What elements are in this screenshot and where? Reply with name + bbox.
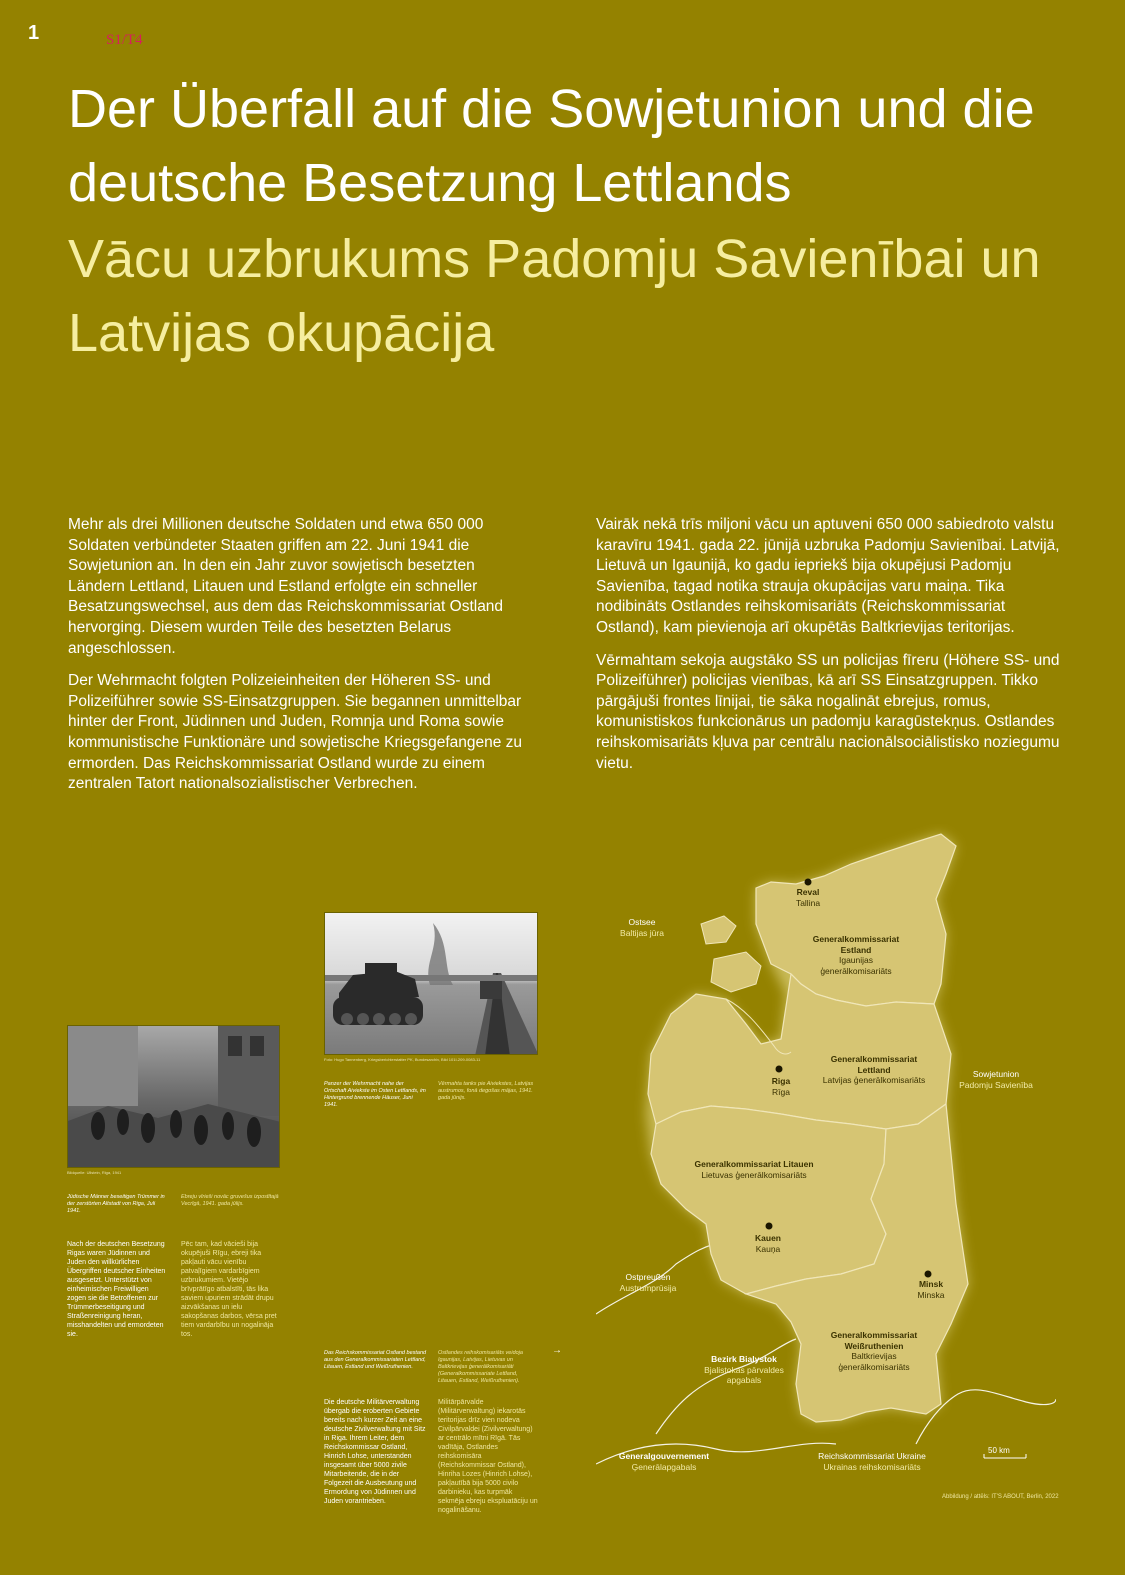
map-label-gk-weissruthenien: Generalkommissariat Weißruthenien Baltkrievijas ģenerālkomisariāts: [830, 1330, 918, 1372]
photo-riga-rubble: [67, 1025, 280, 1168]
map-label-bialystok: Bezirk Bialystok Bjalistokas pārvaldes apgabals: [704, 1354, 784, 1385]
photo-riga-caption-german: Jüdische Männer beseitigen Trümmer in der zerstörten Altstadt von Riga, Juli 1941.: [67, 1194, 165, 1214]
photo-tank-image: [325, 913, 538, 1055]
photo-tank-credit: Foto: Hugo Tannenberg, Kriegsberichterstatter PK, Bundesarchiv, Bild 101I-209-0083-11: [324, 1057, 481, 1062]
intro-latvian-paragraph-2: Vērmahtam sekoja augstāko SS un policijas fīreru (Höhere SS- und Polizeiführer) policijas vienības, kā arī SS Einsatzgruppen. Tikko pārgājuši frontes līnijai, tie sāka nogalināt ebrejus, romus, komunistiskos funkcionārus un padomju karagūstekņus. Ostlandes reihskomisariāts kļuva par centrālu nacionālsociālistisko noziegumu vietu.: [596, 651, 1060, 772]
ostland-caption-latvian: Ostlandes reihskomisariāts veidoja Igaunijas, Latvijas, Lietuvas un Baltkrievijas ģenerālkomisariāti (Generalkommissariate Lettland, Litauen, Estland, Weißruthenien).: [438, 1350, 523, 1384]
title-latvian: Vācu uzbrukums Padomju Savienībai un Latvijas okupācija: [68, 229, 1041, 363]
intro-german-paragraph-1: Mehr als drei Millionen deutsche Soldaten und etwa 650 000 Soldaten verbündeter Staaten griffen am 22. Juni 1941 die Sowjetunion an. In den ein Jahr zuvor sowjetisch besetzten Ländern Lettland, Litauen und Estland erfolgte ein schneller Besatzungswechsel, aus dem das Reichskommissariat Ostland hervorging. Diesem wurden Teile des besetzten Belarus angeschlossen.: [68, 516, 504, 657]
map-scale-label: 50 km: [988, 1446, 1010, 1455]
intro-german-paragraph-2: Der Wehrmacht folgten Polizeieinheiten der Höheren SS- und Polizeiführer sowie SS-Einsatzgruppen. Sie begannen unmittelbar hinter der Front, Jüdinnen und Juden, Romnja und Roma sowie kommunistische Funktionäre und sowjetische Kriegsgefangene zu ermorden. Das Reichskommissariat Ostland wurde zu einem zentralen Tatort nationalsozialistischer Verbrechen.: [68, 672, 523, 793]
city-dot-minsk: [925, 1271, 932, 1278]
city-dot-reval: [805, 879, 812, 886]
photo-riga-text-german: Nach der deutschen Besetzung Rigas waren Jüdinnen und Juden den willkürlichen Übergriffen deutscher Einheiten ausgesetzt. Unterstützt von einheimischen Freiwilligen zogen sie die Betroffenen zur Trümmerbeseitigung und Straßenreinigung heran, misshandelten und ermordeten sie.: [67, 1241, 166, 1338]
map-label-gk-lettland: Generalkommissariat Lettland Latvijas ģenerālkomisariāts: [822, 1054, 926, 1085]
map-label-ostsee: Ostsee Baltijas jūra: [620, 917, 664, 938]
map-reichskommissariat-ostland: [596, 824, 1056, 1514]
photo-riga-credit: Bildquelle: Ullstein, Riga, 1941: [67, 1170, 122, 1175]
page-number: 1: [28, 22, 40, 44]
photo-riga-rubble-image: [68, 1026, 280, 1168]
photo-tank-caption-latvian: Vērmahta tanks pie Aiviekstes, Latvijas austrumos, fonā degošas mājas, 1941. gada jūnijs.: [438, 1081, 534, 1101]
map-label-rk-ukraine: Reichskommissariat Ukraine Ukrainas reihskomisariāts: [818, 1451, 926, 1472]
map-label-reval: Reval Tallina: [795, 887, 821, 908]
photo-tank-caption-german: Panzer der Wehrmacht nahe der Ortschaft Aiviekste im Osten Lettlands, im Hintergrund brennende Häuser, Juni 1941.: [324, 1081, 426, 1108]
map-label-riga: Riga Rīga: [771, 1076, 791, 1097]
map-label-minsk: Minsk Minska: [917, 1279, 945, 1300]
map-label-sowjetunion: Sowjetunion Padomju Savienība: [959, 1069, 1033, 1090]
ostland-text-latvian: Militārpārvalde (Militärverwaltung) iekarotās teritorijas drīz vien nodeva Civilpārvaldei (Zivilverwaltung) ar centrālo mītni Rīgā. Tās vadītāja, Ostlandes reihskomisāra (Reichskommissar Ostland), Hinriha Lozes (Hinrich Lohse), pakļautībā bija 5000 civilo darbinieku, kas turpmāk sekmēja ebreju ekspluatāciju un nogalināšanu.: [438, 1399, 538, 1514]
intro-german: [68, 515, 528, 807]
ostland-text-german: Die deutsche Militärverwaltung übergab die eroberten Gebiete bereits nach kurzer Zeit an eine deutsche Zivilverwaltung mit Sitz in Riga. Ihrem Leiter, dem Reichskommissar Ostland, Hinrich Lohse, unterstanden insgesamt über 5000 zivile Mitarbeitende, die in der Folgezeit die Ausbeutung und Ermordung von Jüdinnen und Juden vorantrieben.: [324, 1399, 426, 1505]
map-label-generalgouvernement: Generalgouvernement Ģenerālapgabals: [618, 1451, 710, 1472]
title-german: Der Überfall auf die Sowjetunion und die deutsche Besetzung Lettlands: [68, 79, 1035, 213]
panel-code: S1/T4: [106, 32, 143, 48]
photo-riga-caption-latvian: Ebreju vīrieši novāc gruvešus izpostītajā Vecrīgā, 1941. gada jūlijs.: [181, 1194, 279, 1207]
photo-riga-text-latvian: Pēc tam, kad vācieši bija okupējuši Rīgu, ebreji tika pakļauti vācu vienību patvaļīgiem vardarbīgiem uzbrukumiem. Vietējo brīvprātīgo atbalstīti, tās lika saviem upuriem strādāt drupu aizvākšanas un ielu sakopšanas darbos, vērsa pret tiem vardarbību un nogalināja tos.: [181, 1241, 277, 1338]
map-label-kauen: Kauen Kauņa: [755, 1233, 781, 1254]
city-dot-riga: [776, 1066, 783, 1073]
map-label-gk-litauen: Generalkommissariat Litauen Lietuvas ģenerālkomisariāts: [694, 1159, 814, 1180]
map-graphic: [596, 824, 1056, 1514]
photo-tank: [324, 912, 538, 1055]
intro-latvian-paragraph-1: Vairāk nekā trīs miljoni vācu un aptuveni 650 000 sabiedroto valstu karavīru 1941. gada 22. jūnijā uzbruka Padomju Savienībai. Latvijā, Lietuvā un Igaunijā, ko gadu iepriekš bija okupējusi Padomju Savienība, tagad notika strauja okupācijas varu maiņa. Tika nodibināts Ostlandes reihskomisariāts (Reichskommissariat Ostland), kam pievienoja arī okupētās Baltkrievijas teritorijas.: [596, 516, 1060, 636]
ostland-caption-german: Das Reichskommissariat Ostland bestand aus den Generalkommissariaten Lettland, Litauen, Estland und Weißruthenien.: [324, 1350, 427, 1370]
arrow-right-icon: →: [552, 1345, 562, 1356]
map-label-ostpreussen: Ostpreußen Austrumprūsija: [619, 1272, 677, 1293]
map-label-gk-estland: Generalkommissariat Estland Igaunijas ģenerālkomisariāts: [812, 934, 900, 976]
city-dot-kauen: [766, 1223, 773, 1230]
intro-latvian: [596, 515, 1066, 786]
map-attribution: Abbildung / attēls: IT'S ABOUT, Berlin, 2022: [942, 1494, 1059, 1500]
